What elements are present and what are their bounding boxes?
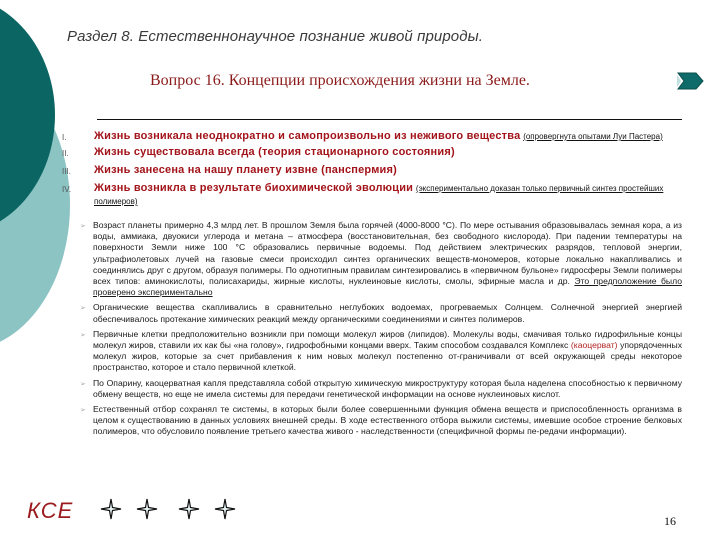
concept-item — [62, 164, 682, 177]
bullet-text: Органические вещества скапливались в сравнительно неглубоких водоемах, прогреваемых Солнцем. Солнечной энергией энергией обеспечивалось протекание химических реакций между органическими соединениями и синтез полимеров. — [93, 302, 682, 324]
bullet-arrow-icon: ➢ — [80, 331, 86, 339]
concept-number: III. — [62, 167, 71, 176]
page-number: 16 — [664, 514, 676, 528]
concept-note: (опровергнута опытами Луи Пастера) — [523, 132, 663, 141]
star-icon — [100, 498, 122, 520]
bullet-item — [80, 329, 682, 374]
concept-heading: Жизнь существовала всегда (теория стационарного состояния) — [94, 146, 455, 158]
next-arrow-icon[interactable] — [676, 72, 704, 90]
explanation-bullets — [80, 220, 682, 442]
bullet-text: Возраст планеты примерно 4,3 млрд лет. В прошлом Земля была горячей (4000-8000 °С). По мере остывания образовывалась земная кора, а из воды, аммиака, двуокиси углерода и метана – атмосфера (восстановительная, без свободного кислорода). При падении температуры на поверхности Земли ниже 100 °С образовались первичные водоемы. Под действием электрических разрядов, тепловой энергии, ультрафиолетовых лучей на газовые смеси происходил синтез органических веществ-мономеров, которые локально накапливались и соединялись друг с другом, образуя полимеры. По однотипным правилам синтезировались в «первичном бульоне» гидросферы Земли полимеры всех типов: аминокислоты, полисахариды, жирные кислоты, нуклеиновые кислоты, смолы, эфирные масла и др. — [93, 220, 682, 287]
question-title: Вопрос 16. Концепции происхождения жизни на Земле. — [150, 72, 530, 89]
concept-number: I. — [62, 133, 67, 142]
star-icon — [178, 498, 200, 520]
concept-note: (экспериментально доказан только первичный синтез простейших полимеров) — [94, 184, 664, 206]
bullet-arrow-icon: ➢ — [80, 407, 86, 415]
concept-number: II. — [62, 149, 69, 158]
concept-item — [62, 146, 682, 159]
bullet-text: Естественный отбор сохранял те системы, в которых были более совершенными функция обмена веществ и приспособленность организма в целом к существованию в данных условиях внешней среды. В ходе естественного отбора выжили системы, имевшие особое строение белковых полимеров, что обусловило появление третьего качества живого - наследственности (специфичной формы пе-редачи информации). — [93, 404, 682, 437]
concept-item — [62, 182, 682, 208]
star-icon — [214, 498, 236, 520]
bullet-underlined-text: Это предположение было проверено экспериментально — [93, 276, 682, 298]
bullet-arrow-icon: ➢ — [80, 223, 86, 230]
bullet-text: По Опарину, каоцерватная капля представляла собой открытую химическую микроструктуру которая была наделена способностью к первичному обмену веществ, но еще не имела системы для передачи генетической информации на основе нуклеиновых кислот. — [93, 377, 682, 399]
bullet-text: Первичные клетки предположительно возникли при помощи молекул жиров (липидов). Молекулы воды, смачивая только гидрофильные концы молекул жиров, ставили их как бы «на голову», гидрофобными концами вверх. Таким способом создавался Комплекс — [93, 328, 682, 351]
star-icon — [136, 498, 158, 520]
bullet-text: упорядоченных молекул жиров, которые за счет прибавления к ним новых молекул постепенно от-граничивали от всей окружающей среды некоторое пространство, которое и стало первичной клеткой. — [93, 340, 683, 373]
concept-heading: Жизнь занесена на нашу планету извне (панспермия) — [94, 164, 397, 176]
concepts-list — [62, 130, 682, 208]
bullet-arrow-icon: ➢ — [80, 305, 86, 313]
concept-item — [62, 130, 682, 143]
concept-number: IV. — [62, 185, 72, 194]
bullet-item — [80, 378, 682, 400]
bullet-arrow-icon: ➢ — [80, 380, 86, 388]
star-row — [100, 498, 236, 520]
highlight-term: (каоцерват) — [570, 340, 618, 351]
bullet-item — [80, 302, 682, 324]
concept-heading: Жизнь возникала неоднократно и самопроизвольно из неживого вещества — [94, 130, 521, 142]
title-divider — [97, 119, 682, 120]
bullet-item — [80, 404, 682, 438]
kse-logo: КСЕ — [27, 498, 74, 523]
bullet-item — [80, 220, 682, 298]
section-title: Раздел 8. Естественнонаучное познание живой природы. — [67, 28, 484, 45]
concept-heading: Жизнь возникла в результате биохимической эволюции — [94, 182, 414, 194]
